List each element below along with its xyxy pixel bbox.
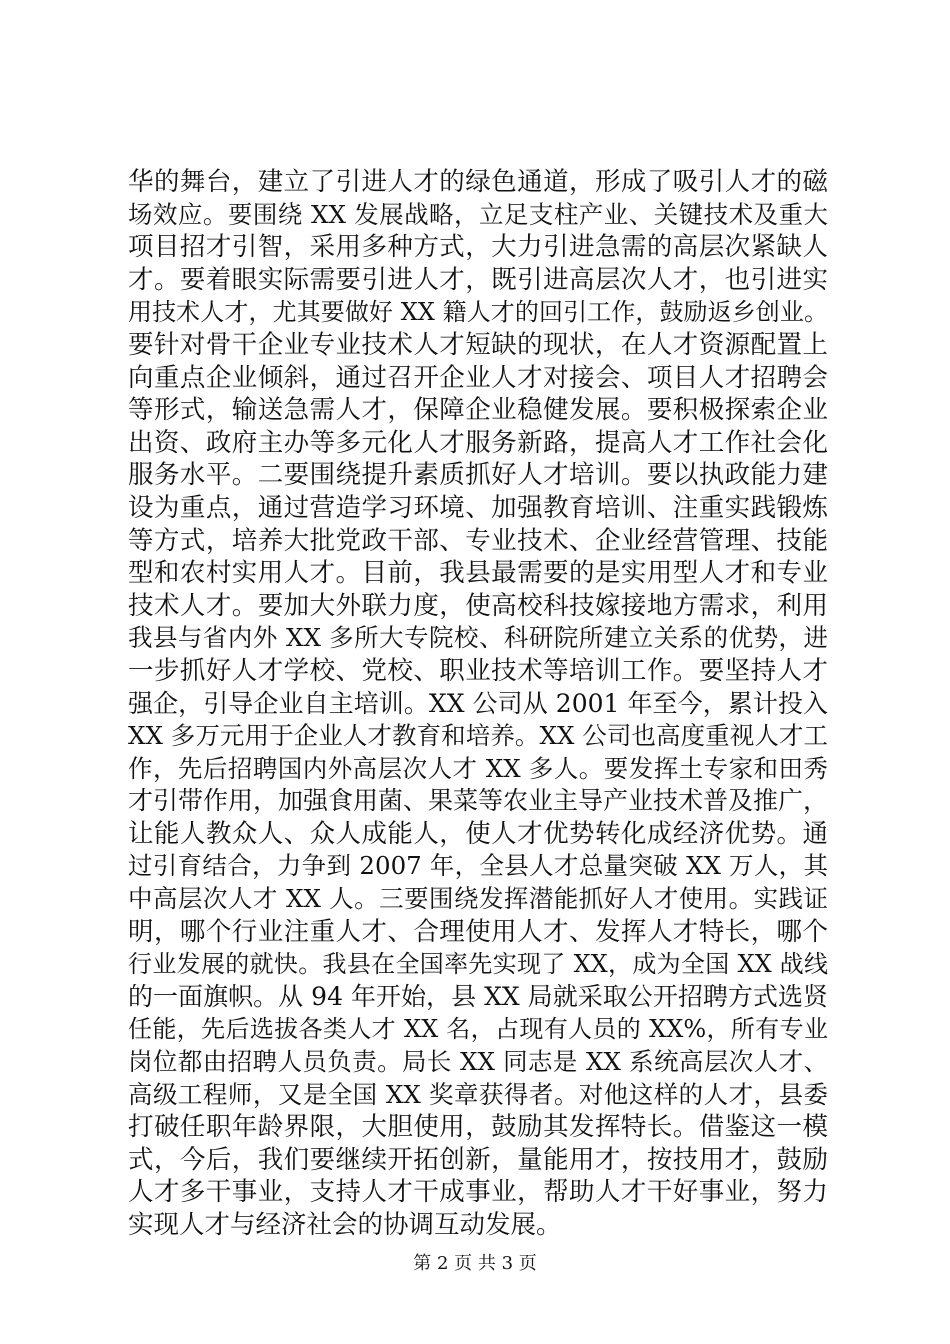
text-line: 实现人才与经济社会的协调互动发展。 — [128, 1210, 562, 1240]
text-line: 让能人教众人、众人成能人，使人才优势转化成经济优势。通 — [128, 818, 828, 849]
text-line: 型和农村实用人才。目前，我县最需要的是实用型人才和专业 — [128, 558, 828, 589]
text-line: 式，今后，我们要继续开拓创新，量能用才，按技用才，鼓励 — [128, 1144, 828, 1175]
text-line: 华的舞台，建立了引进人才的绿色通道，形成了吸引人才的磁 — [128, 167, 828, 197]
text-line: 打破任职年龄界限，大胆使用，鼓励其发挥特长。借鉴这一模 — [128, 1112, 828, 1143]
text-line: 设为重点，通过营造学习环境、加强教育培训、注重实践锻炼 — [128, 492, 828, 523]
text-line: 任能，先后选拔各类人才 XX 名，占现有人员的 XX%，所有专业 — [128, 1015, 828, 1044]
text-line: 明，哪个行业注重人才、合理使用人才、发挥人才特长，哪个 — [128, 916, 828, 947]
text-line: 高级工程师，又是全国 XX 奖章获得者。对他这样的人才，县委 — [128, 1079, 828, 1109]
text-line: 出资、政府主办等多元化人才服务新路，提高人才工作社会化 — [128, 427, 828, 458]
text-line: 等形式，输送急需人才，保障企业稳健发展。要积极探索企业 — [128, 395, 828, 426]
text-line: 技术人才。要加大外联力度，使高校科技嫁接地方需求，利用 — [128, 590, 828, 621]
page-footer: 第 2 页 共 3 页 — [413, 1253, 537, 1274]
text-line: 中高层次人才 XX 人。三要围绕发挥潜能抓好人才使用。实践证 — [128, 884, 828, 914]
text-line: 向重点企业倾斜，通过召开企业人才对接会、项目人才招聘会 — [128, 362, 828, 393]
text-line: 一步抓好人才学校、党校、职业技术等培训工作。要坚持人才 — [128, 655, 828, 686]
text-line: 岗位都由招聘人员负责。局长 XX 同志是 XX 系统高层次人才、 — [128, 1047, 828, 1077]
text-line: 作，先后招聘国内外高层次人才 XX 多人。要发挥土专家和田秀 — [128, 753, 828, 783]
text-line: 我县与省内外 XX 多所大专院校、科研院所建立关系的优势，进 — [128, 623, 828, 653]
text-line: 项目招才引智，采用多种方式，大力引进急需的高层次紧缺人 — [128, 232, 828, 263]
text-line: 场效应。要围绕 XX 发展战略，立足支柱产业、关键技术及重大 — [128, 199, 828, 229]
text-line: 过引育结合，力争到 2007 年，全县人才总量突破 XX 万人，其 — [128, 851, 828, 881]
text-line: 服务水平。二要围绕提升素质抓好人才培训。要以执政能力建 — [128, 460, 828, 491]
text-line: 用技术人才，尤其要做好 XX 籍人才的回引工作，鼓励返乡创业。 — [128, 298, 828, 327]
text-line: 人才多干事业，支持人才干成事业，帮助人才干好事业，努力 — [128, 1177, 828, 1208]
text-line: 才。要着眼实际需要引进人才，既引进高层次人才，也引进实 — [128, 264, 828, 295]
text-line: 的一面旗帜。从 94 年开始，县 XX 局就采取公开招聘方式选贤 — [128, 981, 828, 1011]
text-line: 才引带作用，加强食用菌、果菜等农业主导产业技术普及推广， — [128, 786, 829, 816]
text-line: XX 多万元用于企业人才教育和培养。XX 公司也高度重视人才工 — [128, 721, 828, 751]
body-paragraph — [128, 166, 828, 1242]
text-line: 等方式，培养大批党政干部、专业技术、企业经营管理、技能 — [128, 525, 828, 556]
text-line: 要针对骨干企业专业技术人才短缺的现状，在人才资源配置上 — [128, 329, 828, 360]
text-line: 强企，引导企业自主培训。XX 公司从 2001 年至今，累计投入 — [128, 688, 828, 718]
text-line: 行业发展的就快。我县在全国率先实现了 XX，成为全国 XX 战线 — [128, 950, 828, 979]
